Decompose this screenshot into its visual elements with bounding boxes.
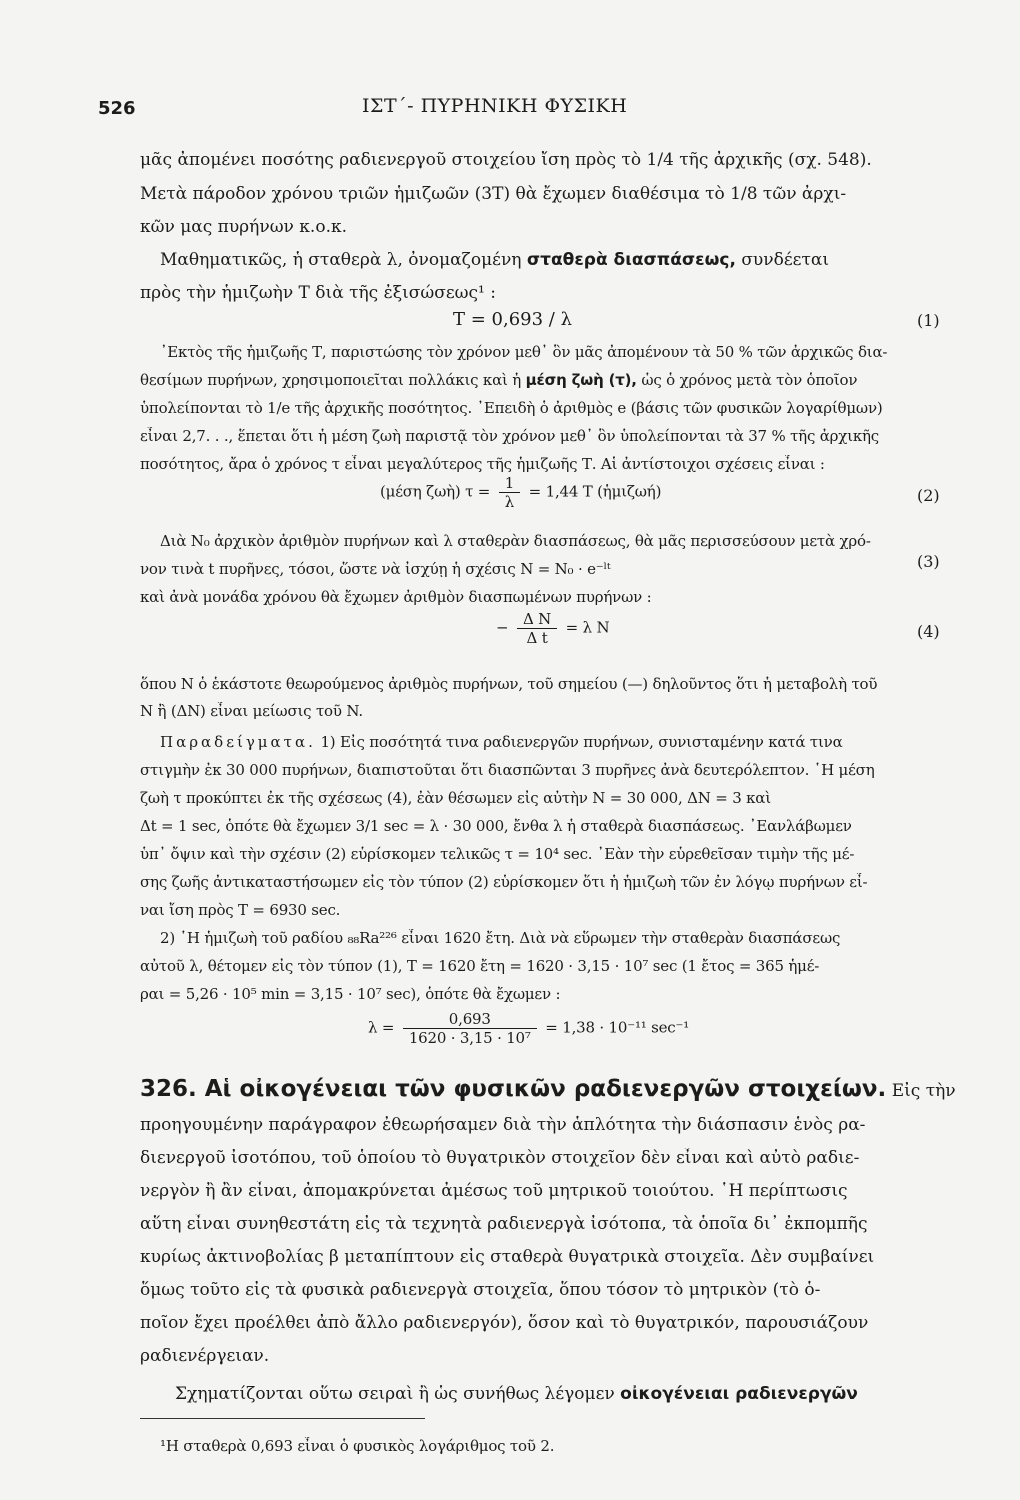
footnote: ¹Η σταθερὰ 0,693 εἶναι ὁ φυσικὸς λογάριθμος τοῦ 2. xyxy=(160,1437,555,1455)
eq4-right: = λ N xyxy=(565,618,610,637)
body-line: ποῖον ἔχει προέλθει ἀπὸ ἄλλο ραδιενεργόν), ὅσον καὶ τὸ θυγατρικόν, παρουσιάζουν xyxy=(140,1313,869,1333)
text-run: Μαθηματικῶς, ἡ σταθερὰ λ, ὀνομαζομένη xyxy=(160,250,527,270)
body-line: κυρίως ἀκτινοβολίας β μεταπίπτουν εἰς σταθερὰ θυγατρικὰ στοιχεῖα. Δὲν συμβαίνει xyxy=(140,1247,875,1267)
page-number: 526 xyxy=(98,98,136,119)
small-line: Δt = 1 sec, ὁπότε θὰ ἔχωμεν 3/1 sec = λ · 30 000, ἔνθα λ ἡ σταθερὰ διασπάσεως. ᾿Εανλάβωμεν xyxy=(140,817,852,835)
small-line xyxy=(140,371,980,389)
body-line: ραδιενέργειαν. xyxy=(140,1346,270,1366)
eq5-left: λ = xyxy=(368,1018,395,1037)
eq4-numerator: Δ N xyxy=(517,610,557,629)
eq2-right: = 1,44 Τ (ἡμιζωή) xyxy=(528,482,662,501)
term-mean-life: μέση ζωὴ (τ), xyxy=(525,371,637,389)
eq2-numerator: 1 xyxy=(499,474,520,493)
text-run: ὡς ὁ χρόνος μετὰ τὸν ὁποῖον xyxy=(636,371,858,389)
equation-2-number: (2) xyxy=(917,486,940,505)
small-line: ραι = 5,26 · 10⁵ min = 3,15 · 10⁷ sec), ὁπότε θὰ ἔχωμεν : xyxy=(140,985,561,1003)
small-line: Διὰ N₀ ἀρχικὸν ἀριθμὸν πυρήνων καὶ λ σταθερὰν διασπάσεως, θὰ μᾶς περισσεύσουν μετὰ χρό- xyxy=(160,532,871,550)
small-line: ὑπ᾿ ὄψιν καὶ τὴν σχέσιν (2) εὑρίσκομεν τελικῶς τ = 10⁴ sec. ᾿Εὰν τὴν εὑρεθεῖσαν τιμὴν τῆς μέ- xyxy=(140,845,855,863)
eq5-fraction xyxy=(403,1010,537,1047)
equation-5 xyxy=(368,1010,689,1047)
text-run: 1) Εἰς ποσότητά τινα ραδιενεργῶν πυρήνων, συνισταμένην κατά τινα xyxy=(315,733,843,751)
text-run: θεσίμων πυρήνων, χρησιμοποιεῖται πολλάκις καὶ ἡ xyxy=(140,371,526,389)
body-line: Μετὰ πάροδον χρόνου τριῶν ἡμιζωῶν (3Τ) θὰ ἔχωμεν διαθέσιμα τὸ 1/8 τῶν ἀρχι- xyxy=(140,184,847,204)
body-line: μᾶς ἀπομένει ποσότης ραδιενεργοῦ στοιχείου ἴση πρὸς τὸ 1/4 τῆς ἀρχικῆς (σχ. 548). xyxy=(140,150,872,170)
text-run: συνδέεται xyxy=(735,250,829,270)
eq5-denominator: 1620 · 3,15 · 10⁷ xyxy=(408,1029,531,1047)
term-radioactive-families: οἰκογένειαι ραδιενεργῶν xyxy=(620,1384,858,1404)
eq4-denominator: Δ t xyxy=(526,629,548,647)
body-line: ὅμως τοῦτο εἰς τὰ φυσικὰ ραδιενεργὰ στοιχεῖα, ὅπου τόσον τὸ μητρικὸν (τὸ ὁ- xyxy=(140,1280,821,1300)
equation-3-number: (3) xyxy=(917,552,940,571)
term-decay-constant: σταθερὰ διασπάσεως, xyxy=(526,250,736,270)
equation-4-number: (4) xyxy=(917,622,940,641)
equation-1-number: (1) xyxy=(917,311,940,330)
text-run: Σχηματίζονται οὕτω σειραὶ ἢ ὡς συνήθως λέγομεν xyxy=(175,1384,621,1404)
eq5-right: = 1,38 · 10⁻¹¹ sec⁻¹ xyxy=(545,1018,690,1037)
small-line: καὶ ἀνὰ μονάδα χρόνου θὰ ἔχωμεν ἀριθμὸν διασπωμένων πυρήνων : xyxy=(140,588,652,606)
running-title: ΙΣΤ΄- ΠΥΡΗΝΙΚΗ ΦΥΣΙΚΗ xyxy=(362,95,628,117)
body-line: πρὸς τὴν ἡμιζωὴν Τ διὰ τῆς ἐξισώσεως¹ : xyxy=(140,283,496,303)
eq4-fraction xyxy=(517,610,557,647)
eq4-minus: − xyxy=(496,618,509,637)
body-line: προηγουμένην παράγραφον ἐθεωρήσαμεν διὰ τὴν ἁπλότητα τὴν διάσπασιν ἑνὸς ρα- xyxy=(140,1115,866,1135)
section-heading: 326. Αἱ οἰκογένειαι τῶν φυσικῶν ραδιενεργῶν στοιχείων. xyxy=(140,1076,887,1102)
small-line: 2) ῾Η ἡμιζωὴ τοῦ ραδίου ₈₈Ra²²⁶ εἶναι 1620 ἔτη. Διὰ νὰ εὕρωμεν τὴν σταθερὰν διασπάσεως xyxy=(160,929,841,947)
small-line: στιγμὴν ἐκ 30 000 πυρήνων, διαπιστοῦται ὅτι διασπῶνται 3 πυρῆνες ἀνὰ δευτερόλεπτον. ῾Η μέση xyxy=(140,761,875,779)
equation-1: Τ = 0,693 / λ xyxy=(453,309,572,330)
small-line: ποσότητος, ἄρα ὁ χρόνος τ εἶναι μεγαλύτερος τῆς ἡμιζωῆς Τ. Αἱ ἀντίστοιχοι σχέσεις εἶναι : xyxy=(140,455,825,473)
small-line: ναι ἴση πρὸς Τ = 6930 sec. xyxy=(140,901,341,919)
small-line: νον τινὰ t πυρῆνες, τόσοι, ὥστε νὰ ἰσχύῃ ἡ σχέσις N = N₀ · e⁻ˡᵗ xyxy=(140,560,611,578)
eq2-denominator: λ xyxy=(504,493,515,511)
equation-2 xyxy=(380,474,661,511)
body-line: κῶν μας πυρήνων κ.ο.κ. xyxy=(140,217,347,237)
section-first-line xyxy=(140,1076,980,1102)
small-line: αὐτοῦ λ, θέτομεν εἰς τὸν τύπον (1), Τ = 1620 ἔτη = 1620 · 3,15 · 10⁷ sec (1 ἔτος = 365 ἡμέ- xyxy=(140,957,820,975)
text-run: Εἰς τὴν xyxy=(886,1081,956,1101)
examples-label: Παραδείγματα. xyxy=(160,733,316,751)
body-line xyxy=(160,250,1000,270)
small-line: εἶναι 2,7. . ., ἕπεται ὅτι ἡ μέση ζωὴ παριστᾷ τὸν χρόνον μεθ᾿ ὃν ὑπολείπονται τὰ 37 % τῆς ἀρχικῆς xyxy=(140,427,880,445)
small-line: ὅπου N ὁ ἑκάστοτε θεωρούμενος ἀριθμὸς πυρήνων, τοῦ σημείου (—) δηλοῦντος ὅτι ἡ μεταβολὴ τοῦ xyxy=(140,675,878,693)
small-line: ᾿Εκτὸς τῆς ἡμιζωῆς Τ, παριστώσης τὸν χρόνον μεθ᾿ ὃν μᾶς ἀπομένουν τὰ 50 % τῶν ἀρχικῶς δια- xyxy=(160,343,888,361)
body-line xyxy=(175,1384,1015,1404)
small-line xyxy=(160,733,1000,751)
footnote-rule xyxy=(140,1418,425,1419)
small-line: N ἢ (ΔN) εἶναι μείωσις τοῦ N. xyxy=(140,702,363,720)
eq5-numerator: 0,693 xyxy=(403,1010,537,1029)
small-line: ὑπολείπονται τὸ 1/e τῆς ἀρχικῆς ποσότητος. ᾿Επειδὴ ὁ ἀριθμὸς e (βάσις τῶν φυσικῶν λογαρίθμων) xyxy=(140,399,883,417)
small-line: σης ζωῆς ἀντικαταστήσωμεν εἰς τὸν τύπον (2) εὑρίσκομεν ὅτι ἡ ἡμιζωὴ τῶν ἐν λόγῳ πυρήνων εἶ- xyxy=(140,873,868,891)
body-line: αὕτη εἶναι συνηθεστάτη εἰς τὰ τεχνητὰ ραδιενεργὰ ἰσότοπα, τὰ ὁποῖα δι᾿ ἐκπομπῆς xyxy=(140,1214,868,1234)
body-line: διενεργοῦ ἰσοτόπου, τοῦ ὁποίου τὸ θυγατρικὸν στοιχεῖον δὲν εἶναι καὶ αὐτὸ ραδιε- xyxy=(140,1148,860,1168)
eq2-left: (μέση ζωὴ) τ = xyxy=(380,482,491,501)
equation-4 xyxy=(496,610,609,647)
eq2-fraction xyxy=(499,474,520,511)
body-line: νεργὸν ἢ ἂν εἶναι, ἀπομακρύνεται ἀμέσως τοῦ μητρικοῦ τοιούτου. ῾Η περίπτωσις xyxy=(140,1181,848,1201)
small-line: ζωὴ τ προκύπτει ἐκ τῆς σχέσεως (4), ἐὰν θέσωμεν εἰς αὐτὴν N = 30 000, ΔN = 3 καὶ xyxy=(140,789,771,807)
